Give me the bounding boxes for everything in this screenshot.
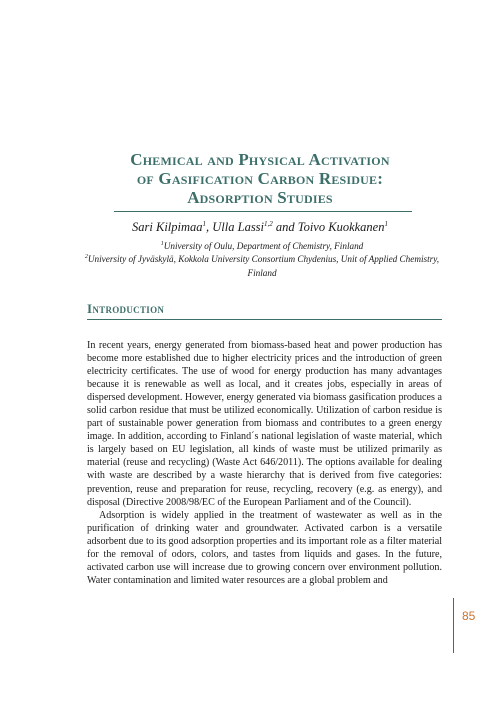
page-number: 85 bbox=[462, 609, 476, 623]
page-number-rule bbox=[453, 598, 454, 653]
author-separator-1: , bbox=[206, 220, 213, 235]
author-3-affil-mark: 1 bbox=[384, 220, 388, 228]
paper-title bbox=[60, 150, 460, 207]
author-3-name: Toivo Kuokkanen bbox=[297, 220, 385, 235]
paragraph-2: Adsorption is widely applied in the treatment of wastewater as well as in the purification of drinking water and groundwater. Activated carbon is a versatile adsorbent due to its good adsorption properties and its important role as a filter material for the removal of odors, colors, and tastes from liquids and gases. In the future, activated carbon use will increase due to growing concern over environment pollution. Water contamination and limited water resources are a global problem and bbox=[87, 509, 442, 586]
title-line-1: Chemical and Physical Activation bbox=[130, 150, 390, 169]
title-line-3: Adsorption Studies bbox=[187, 188, 333, 207]
affiliation-2 bbox=[72, 251, 452, 280]
author-line bbox=[60, 220, 460, 235]
author-separator-2: and bbox=[272, 220, 298, 235]
section-heading-rule bbox=[87, 319, 442, 320]
affiliation-1-text: University of Oulu, Department of Chemistry, Finland bbox=[163, 241, 364, 252]
affiliation-2-mark: 2 bbox=[84, 254, 88, 260]
affiliation-2-text: University of Jyväskylä, Kokkola University Consortium Chydenius, Unit of Applied Chemistry, Finland bbox=[87, 254, 440, 278]
author-1-name: Sari Kilpimaa bbox=[132, 220, 203, 235]
affiliation-1-mark: 1 bbox=[160, 241, 164, 247]
paragraph-1: In recent years, energy generated from biomass-based heat and power production has become more established due to higher electricity prices and the introduction of green electricity certificates. The use of wood for energy production has many advantages because it is renewable as well as local, and it creates jobs, especially in areas of dispersed development. However, energy generated via biomass gasification produces a solid carbon residue that must be utilized economically. Utilization of carbon residue is part of sustainable power generation from biomass and contributes to a green energy image. In addition, according to Finland´s national legislation of waste material, which is largely based on EU legislation, all kinds of waste must be utilized primarily as material (reuse and recycling) (Waste Act 646/2011). The options available for dealing with waste are described by a waste hierarchy that is derived from five categories: prevention, reuse and preparation for reuse, recycling, recovery (e.g. as energy), and disposal (Directive 2008/98/EC of the European Parliament and of the Council). bbox=[87, 340, 442, 508]
author-2-name: Ulla Lassi bbox=[212, 220, 265, 235]
author-1-affil-mark: 1 bbox=[202, 220, 207, 228]
title-rule bbox=[114, 211, 412, 212]
body-text bbox=[87, 339, 442, 587]
section-heading-introduction: Introduction bbox=[87, 301, 165, 316]
title-line-2: of Gasification Carbon Residue: bbox=[136, 169, 384, 188]
author-2-affil-mark: 1,2 bbox=[264, 220, 273, 228]
